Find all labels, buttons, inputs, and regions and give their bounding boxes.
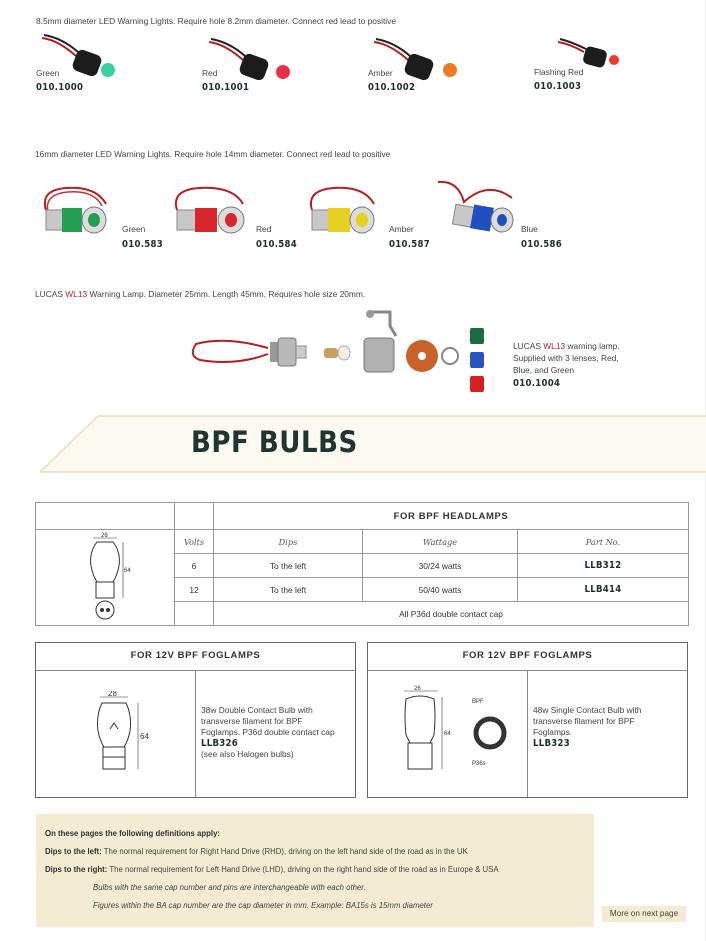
led-red-16mm-image [163,180,253,242]
led-label: Amber [389,224,414,234]
foglamp-box-title: FOR 12V BPF FOGLAMPS [36,643,355,671]
foglamp-box-left [35,642,356,798]
part-number: 010.1002 [368,82,416,93]
page-title: BPF BULBS [191,425,358,459]
led-label: Flashing Red [534,67,584,77]
definitions-intro: On these pages the following definitions apply: [45,829,221,838]
foglamp-box-right [367,642,688,798]
column-header: Dips [214,530,363,554]
definition-dips-right: Dips to the right: The normal requirement for Left Hand Drive (LHD), driving on the right hand side of the road as in Europe & USA [45,865,499,874]
lucas-wl13-kit-image [186,306,496,396]
svg-text:64: 64 [444,731,451,737]
svg-text:28: 28 [108,691,117,698]
part-number: 010.1003 [534,81,582,92]
more-on-next-page-link[interactable]: More on next page [602,906,686,922]
part-number: 010.586 [521,239,563,250]
svg-text:64: 64 [124,567,131,574]
led-amber-16mm-image [300,180,382,242]
table-row: 6 To the left 30/24 watts LLB312 [36,554,689,578]
part-number: 010.1001 [202,82,250,93]
definitions-note: Bulbs with the same cap number and pins are interchangeable with each other. [93,883,366,892]
section1-description: 8.5mm diameter LED Warning Lights. Require hole 8.2mm diameter. Connect red lead to positive [36,16,396,26]
part-number: LLB414 [518,578,689,602]
led-blue-16mm-image [428,176,520,242]
column-header: Part No. [518,530,689,554]
foglamp-bulb-drawing [394,685,524,781]
definitions-panel [36,814,594,927]
foglamp-bulb-drawing [86,691,156,781]
banner-background [38,414,706,474]
led-label: Red [256,224,272,234]
section2-description: 16mm diameter LED Warning Lights. Require hole 14mm diameter. Connect red lead to positive [35,149,391,159]
headlamp-bulb-drawing [75,532,135,622]
svg-text:64: 64 [140,732,149,741]
definition-dips-left: Dips to the left: The normal requirement for Right Hand Drive (RHD), driving on the left hand side of the road as in the UK [45,847,468,856]
led-label: Green [122,224,146,234]
led-green-16mm-image [36,180,114,242]
table-row: 12 To the left 50/40 watts LLB414 [36,578,689,602]
part-number: 010.1000 [36,82,84,93]
svg-text:BPF: BPF [472,699,484,705]
column-header: Volts [175,530,214,554]
part-number: 010.587 [389,239,431,250]
headlamp-table-footer: All P36d double contact cap [214,602,689,626]
foglamp-description: 38w Double Contact Bulb with transverse filament for BPF Foglamps. P36d double contact cap LLB326 (see also Halogen bulbs) [201,705,335,759]
svg-text:26: 26 [101,532,108,539]
svg-text:P36s: P36s [472,761,486,767]
section3-description: LUCAS WL13 Warning Lamp. Diameter 25mm. Length 45mm, Requires hole size 20mm. [35,289,366,299]
definitions-note: Figures within the BA cap number are the cap diameter in mm. Example: BA15s is 15mm diameter [93,901,433,910]
led-label: Red [202,68,218,78]
part-number: LLB326 [201,738,239,749]
part-number: 010.584 [256,239,298,250]
led-label: Blue [521,224,538,234]
svg-text:26: 26 [414,686,421,692]
led-label: Green [36,68,60,78]
part-number: LLB323 [533,738,571,749]
headlamp-table-title: FOR BPF HEADLAMPS [214,503,689,530]
led-green-8mm-image [38,32,128,87]
part-number: LLB312 [518,554,689,578]
lucas-kit-description: LUCAS WL13 warning lamp. Supplied with 3 lenses, Red, Blue, and Green [513,341,620,375]
led-label: Amber [368,68,393,78]
foglamp-description: 48w Single Contact Bulb with transverse filament for BPF Foglamps. LLB323 [533,705,642,749]
headlamp-table [35,502,689,626]
foglamp-box-title: FOR 12V BPF FOGLAMPS [368,643,687,671]
part-number: 010.583 [122,239,164,250]
part-number: 010.1004 [513,378,561,389]
column-header: Wattage [363,530,518,554]
